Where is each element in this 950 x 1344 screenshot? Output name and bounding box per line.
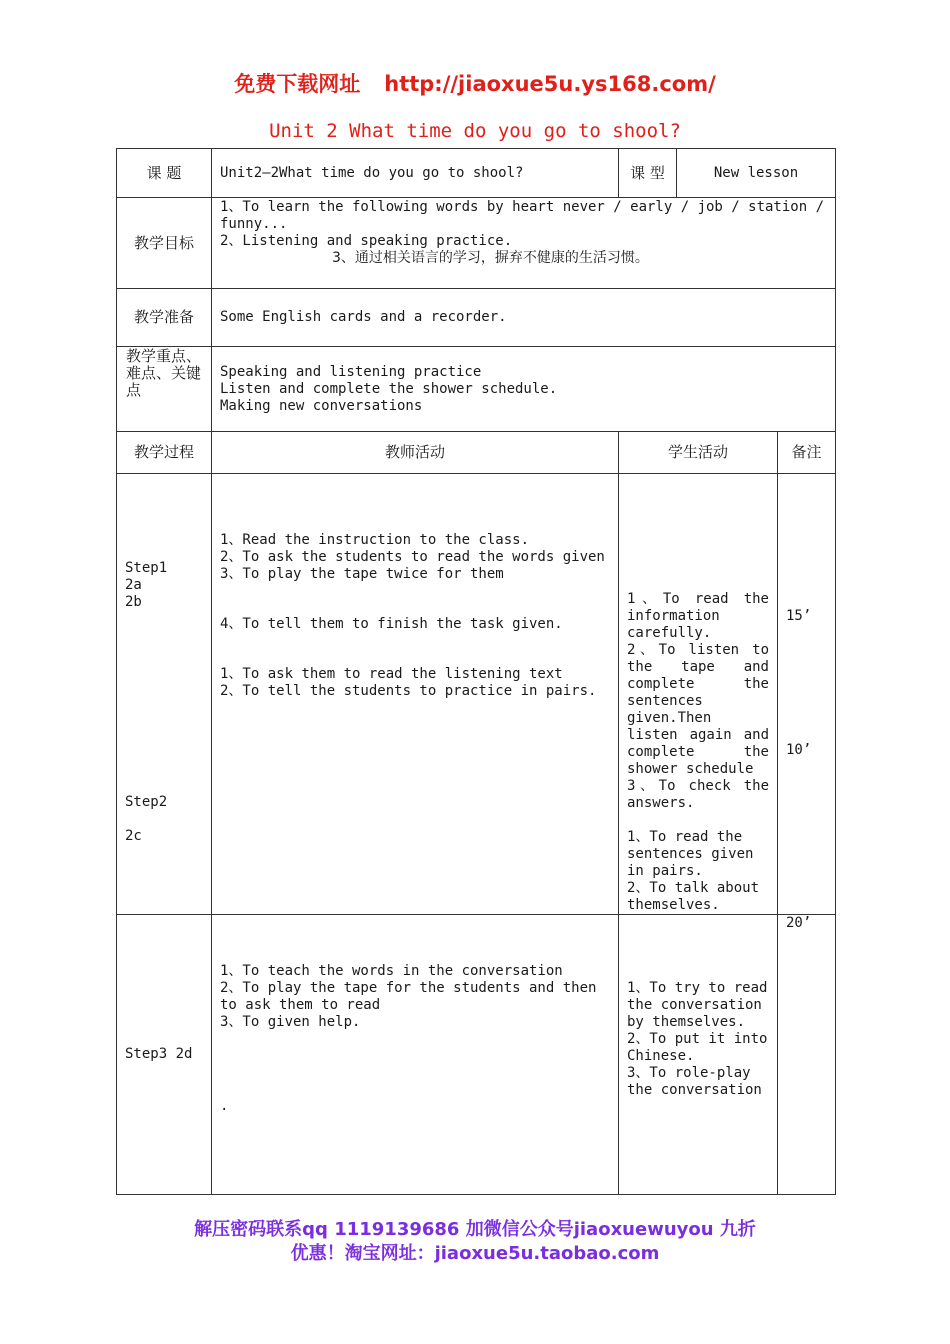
goal-3: 3、通过相关语言的学习，摒弃不健康的生活习惯。 (332, 250, 649, 266)
teacher-activity-1: 1、Read the instruction to the class. 2、To ask the students to read the words given 3、To play the tape twice for them (220, 532, 605, 582)
step1-label: Step1 2a 2b (125, 560, 168, 610)
note-20: 20’ (786, 915, 812, 931)
keys-label: 教学重点、难点、关键点 (117, 347, 212, 432)
topic-row (117, 149, 836, 198)
goals-label: 教学目标 (117, 198, 212, 289)
footer-line-1: 解压密码联系qq 1119139686 加微信公众号jiaoxuewuyou 九折 (194, 1219, 756, 1240)
student-activity-2: 1、To read the sentences given in pairs. 2、To talk about themselves. (627, 829, 760, 913)
free-download-label: 免费下载网址 (234, 72, 361, 96)
topic-value: Unit2—2What time do you go to shool? (212, 149, 619, 198)
process-header-row (117, 432, 836, 474)
student-step-3-cell (619, 915, 778, 1195)
goals-cell (212, 198, 836, 289)
process-label: 教学过程 (117, 432, 212, 474)
steps-1-2-label-cell (117, 474, 212, 915)
steps-1-2-row (117, 474, 836, 915)
student-activity-1: 1、To read the information carefully. 2、To listen to the tape and complete the sentences given.Then listen again and complete the shower schedule 3、To check the answers. (627, 591, 769, 811)
header-download-line (0, 68, 950, 98)
teacher-activity-dot: . (220, 1098, 229, 1114)
step-3-row (117, 915, 836, 1195)
type-label: 课 型 (619, 149, 677, 198)
prep-value: Some English cards and a recorder. (212, 289, 836, 347)
step2-label: Step2 2c (125, 794, 168, 844)
student-activity-label: 学生活动 (619, 432, 778, 474)
footer-line-2: 优惠！淘宝网址：jiaoxue5u.taobao.com (290, 1243, 660, 1264)
topic-label: 课 题 (117, 149, 212, 198)
download-url-link[interactable]: http://jiaoxue5u.ys168.com/ (384, 72, 716, 96)
notes-steps-1-2-cell (778, 474, 836, 915)
teacher-activity-3: 1、To ask them to read the listening text 2、To tell the students to practice in pairs. (220, 666, 597, 699)
lesson-plan-table (116, 148, 836, 1195)
note-10: 10’ (786, 742, 812, 758)
goal-1: 1、To learn the following words by heart never / early / job / station / funny... (220, 199, 825, 232)
student-steps-1-2-cell (619, 474, 778, 915)
keys-row (117, 347, 836, 432)
teacher-step-3-cell (212, 915, 619, 1195)
goals-row (117, 198, 836, 289)
footer-contact (0, 1218, 950, 1266)
teacher-activity-b: 1、To teach the words in the conversation 2、To play the tape for the students and then to ask them to read 3、To given help. (220, 963, 597, 1030)
notes-step-3-cell (778, 915, 836, 1195)
teacher-activity-label: 教师活动 (212, 432, 619, 474)
goal-2: 2、Listening and speaking practice. (220, 233, 513, 249)
notes-label: 备注 (778, 432, 836, 474)
teacher-steps-1-2-cell (212, 474, 619, 915)
prep-row (117, 289, 836, 347)
note-15: 15’ (786, 608, 812, 624)
prep-label: 教学准备 (117, 289, 212, 347)
step3-label: Step3 2d (117, 915, 212, 1195)
student-activity-b: 1、To try to read the conversation by themselves. 2、To put it into Chinese. 3、To role-play the conversation (627, 980, 768, 1098)
type-value: New lesson (677, 149, 836, 198)
teacher-activity-2: 4、To tell them to finish the task given. (220, 616, 563, 632)
page-title: Unit 2 What time do you go to shool? (269, 120, 681, 142)
keys-value: Speaking and listening practice Listen and complete the shower schedule. Making new conversations (212, 347, 836, 432)
